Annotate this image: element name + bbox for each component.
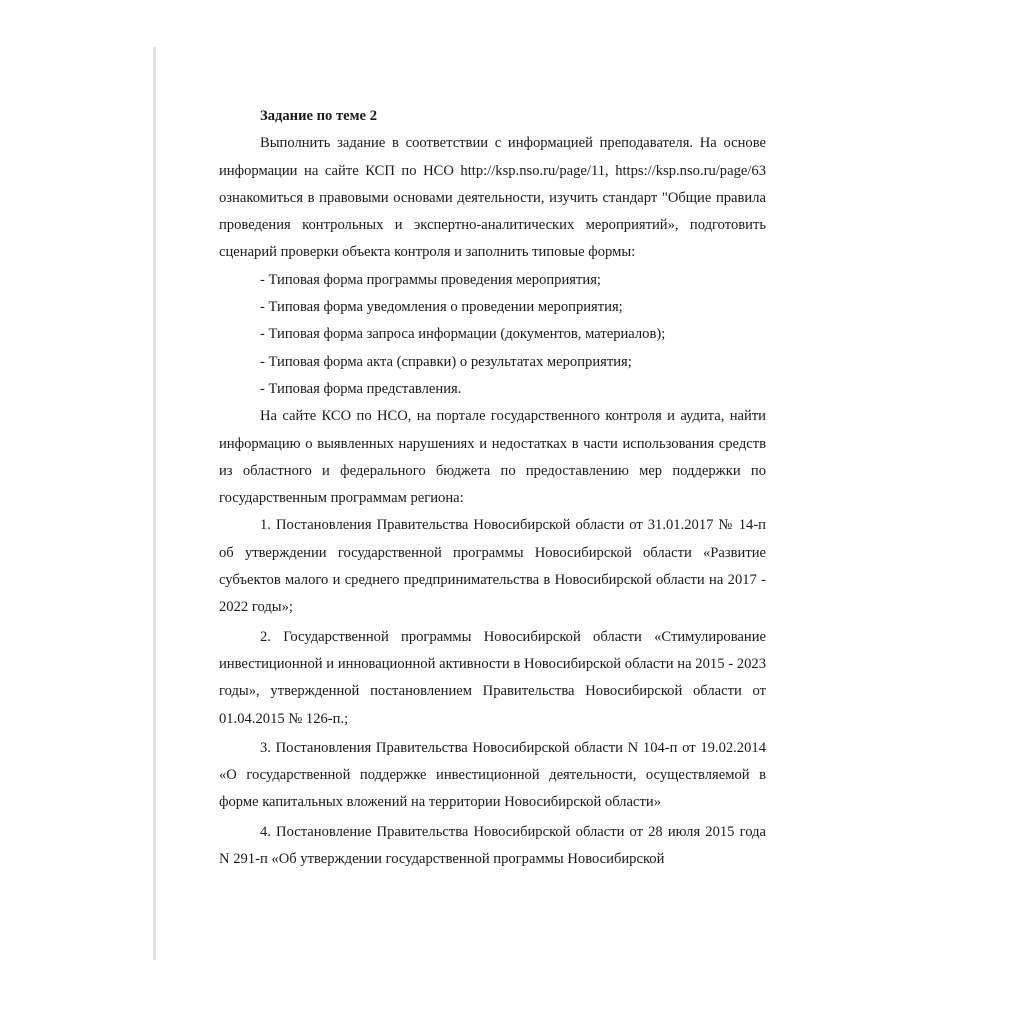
form-item: - Типовая форма акта (справки) о результатах мероприятия;: [260, 353, 632, 370]
page-edge-shadow: [153, 47, 156, 960]
task-heading: Задание по теме 2: [260, 108, 377, 124]
form-item: - Типовая форма уведомления о проведении мероприятия;: [260, 299, 623, 316]
forms-list: [219, 267, 766, 403]
program-item: 1. Постановления Правительства Новосибирской области от 31.01.2017 № 14-п об утверждении государственной программы Новосибирской области «Развитие субъектов малого и среднего предпринимательства в Новосибирской области на 2017 - 2022 годы»;: [219, 517, 766, 616]
document-body: [219, 103, 766, 873]
program-item: 4. Постановление Правительства Новосибирской области от 28 июля 2015 года N 291-п «Об утверждении государственной программы Новосибирской: [219, 823, 766, 868]
form-item: - Типовая форма запроса информации (документов, материалов);: [260, 326, 666, 343]
program-item: 2. Государственной программы Новосибирской области «Стимулирование инвестиционной и инновационной активности в Новосибирской области на 2015 - 2023 годы», утвержденной постановлением Правительства Новосибирской области от 01.04.2015 № 126-п.;: [219, 628, 766, 727]
programs-list: [219, 512, 766, 873]
intro-paragraph: Выполнить задание в соответствии с информацией преподавателя. На основе информации на сайте КСП по НСО http://ksp.nso.ru/page/11, https://ksp.nso.ru/page/63 ознакомиться в правовыми основами деятельности, изучить стандарт "Общие правила проведения контрольных и экспертно-аналитических мероприятий», подготовить сценарий проверки объекта контроля и заполнить типовые формы:: [219, 135, 766, 261]
form-item: - Типовая форма представления.: [260, 380, 462, 397]
task2-paragraph: На сайте КСО по НСО, на портале государственного контроля и аудита, найти информацию о выявленных нарушениях и недостатках в части использования средств из областного и федерального бюджета по предоставлению мер поддержки по государственным программам региона:: [219, 408, 766, 507]
form-item: - Типовая форма программы проведения мероприятия;: [260, 271, 601, 288]
program-item: 3. Постановления Правительства Новосибирской области N 104-п от 19.02.2014 «О государственной поддержке инвестиционной деятельности, осуществляемой в форме капитальных вложений на территории Новосибирской области»: [219, 739, 766, 811]
